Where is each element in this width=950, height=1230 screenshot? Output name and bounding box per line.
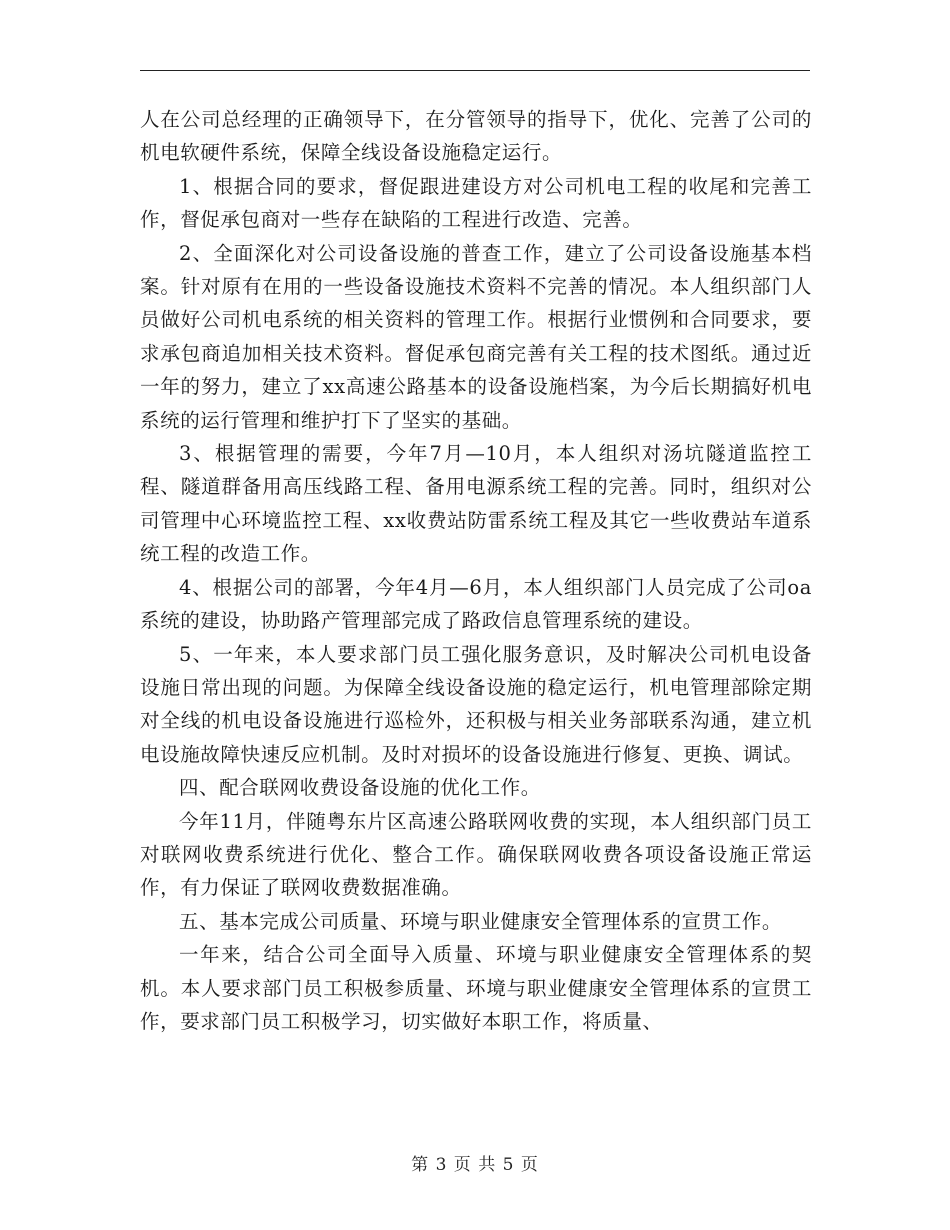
paragraph: 一年来，结合公司全面导入质量、环境与职业健康安全管理体系的契机。本人要求部门员工积极参质量、环境与职业健康安全管理体系的宣贯工作，要求部门员工积极学习，切实做好本职工作，将质量、	[140, 943, 812, 1033]
header-rule	[140, 70, 810, 71]
page-footer: 第 3 页 共 5 页	[411, 1155, 539, 1175]
paragraph: 4、根据公司的部署，今年4月—6月，本人组织部门人员完成了公司oa系统的建设，协助路产管理部完成了路政信息管理系统的建设。	[140, 575, 812, 633]
paragraph: 人在公司总经理的正确领导下，在分管领导的指导下，优化、完善了公司的机电软硬件系统，保障全线设备设施稳定运行。	[140, 108, 812, 165]
paragraph: 3、根据管理的需要，今年7月—10月，本人组织对汤坑隧道监控工程、隧道群备用高压线路工程、备用电源系统工程的完善。同时，组织对公司管理中心环境监控工程、xx收费站防雷系统工程及其它一些收费站车道系统工程的改造工作。	[140, 442, 812, 566]
paragraph: 5、一年来，本人要求部门员工强化服务意识，及时解决公司机电设备设施日常出现的问题。为保障全线设备设施的稳定运行，机电管理部除定期对全线的机电设备设施进行巡检外，还积极与相关业务部联系沟通，建立机电设施故障快速反应机制。及时对损坏的设备设施进行修复、更换、调试。	[140, 642, 812, 766]
section-heading: 四、配合联网收费设备设施的优化工作。	[179, 776, 541, 800]
paragraph: 2、全面深化对公司设备设施的普查工作，建立了公司设备设施基本档案。针对原有在用的一些设备设施技术资料不完善的情况。本人组织部门人员做好公司机电系统的相关资料的管理工作。根据行业惯例和合同要求，要求承包商追加相关技术资料。督促承包商完善有关工程的技术图纸。通过近一年的努力，建立了xx高速公路基本的设备设施档案，为今后长期搞好机电系统的运行管理和维护打下了坚实的基础。	[140, 241, 812, 432]
paragraph: 1、根据合同的要求，督促跟进建设方对公司机电工程的收尾和完善工作，督促承包商对一些存在缺陷的工程进行改造、完善。	[140, 174, 812, 232]
section-heading: 五、基本完成公司质量、环境与职业健康安全管理体系的宣贯工作。	[179, 909, 783, 933]
paragraph: 今年11月，伴随粤东片区高速公路联网收费的实现，本人组织部门员工对联网收费系统进行优化、整合工作。确保联网收费各项设备设施正常运作，有力保证了联网收费数据准确。	[140, 809, 812, 900]
document-body	[140, 103, 812, 1038]
